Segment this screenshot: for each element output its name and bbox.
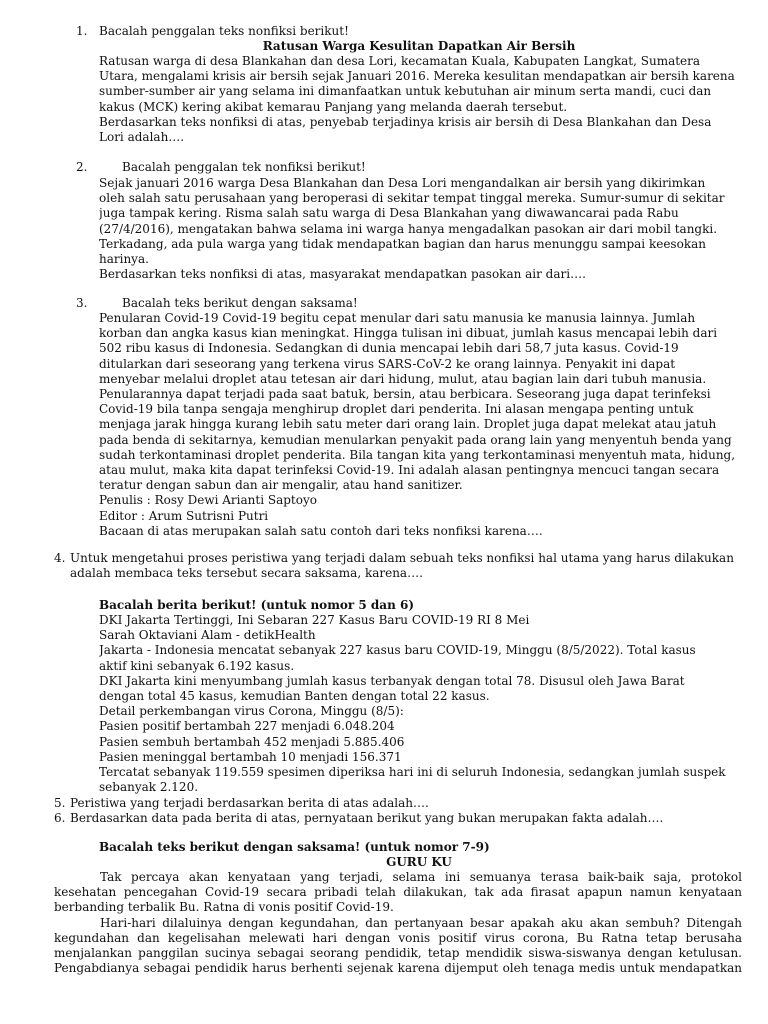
question-3-instruction: Bacalah teks berikut dengan saksama! [122, 296, 358, 310]
passage-line: Sejak januari 2016 warga Desa Blankahan dan Desa Lori mengandalkan air bersih yang dikirimkan [99, 176, 706, 190]
story-line: menjalankan panggilan sucinya sebagai seorang pendidik, tetap mendidik siswa-siswanya dengan ketulusan. [54, 946, 742, 961]
news-line: sebanyak 2.120. [99, 780, 199, 795]
question-6-text: Berdasarkan data pada berita di atas, pernyataan berikut yang bukan merupakan fakta adalah…. [70, 811, 664, 825]
question-line: Berdasarkan teks nonfiksi di atas, masyarakat mendapatkan pasokan air dari…. [99, 267, 586, 282]
passage-line: juga tampak kering. Risma salah satu warga di Desa Blankahan yang diwawancarai pada Rabu [99, 206, 679, 221]
question-5-text: Peristiwa yang terjadi berdasarkan berita di atas adalah…. [70, 796, 429, 810]
question-1-passage [99, 54, 739, 145]
passage-line: atau mulut, maka kita dapat terinfeksi Covid-19. Ini adalah alasan pentingnya mencuci tangan secara [99, 463, 720, 478]
passage-line: sudah terkontaminasi droplet penderita. Bila tangan kita yang terkontaminasi menyentuh mata, hidung, [99, 447, 736, 462]
question-2-number: 2. [76, 160, 88, 174]
passage-line: ditularkan dari seseorang yang terkena virus SARS-CoV-2 ke orang lainnya. Penyakit ini dapat [99, 356, 676, 371]
news-line: aktif kini sebanyak 6.192 kasus. [99, 658, 295, 673]
story-title: GURU KU [386, 855, 452, 869]
passage-line: oleh salah satu perusahaan yang beroperasi di sekitar tempat tinggal mereka. Sumur-sumur di sekitar [99, 191, 725, 206]
passage-line: kakus (MCK) kering akibat kemarau Panjang yang melanda daerah tersebut. [99, 99, 568, 114]
question-1-instruction: Bacalah penggalan teks nonfiksi berikut! [99, 24, 349, 38]
question-1-number: 1. [76, 24, 88, 38]
passage-line: 502 ribu kasus di Indonesia. Sedangkan di dunia mencapai lebih dari 58,7 juta kasus. Covid-19 [99, 341, 679, 356]
passage-line: harinya. [99, 252, 149, 267]
news-line: Pasien sembuh bertambah 452 menjadi 5.885.406 [99, 734, 405, 749]
story-line: kesehatan pencegahan Covid-19 secara pribadi telah dilakukan, tak ada firasat apapun namun kenyataan [54, 885, 742, 900]
editor-line: Editor : Arum Sutrisni Putri [99, 508, 269, 523]
story-line: Tak percaya akan kenyataan yang terjadi, selama ini semuanya terasa baik-baik saja, protokol [100, 870, 742, 884]
story-passage [54, 870, 742, 976]
passage-line: menjaga jarak hingga kurang lebih satu meter dari orang lain. Droplet juga dapat melekat atau jatuh [99, 417, 717, 432]
news-passage [99, 613, 739, 795]
news-line: DKI Jakarta kini menyumbang jumlah kasus terbanyak dengan total 78. Disusul oleh Jawa Barat [99, 673, 685, 688]
news-line: Sarah Oktaviani Alam - detikHealth [99, 628, 316, 643]
news-line: dengan total 45 kasus, kemudian Banten dengan total 22 kasus. [99, 689, 490, 704]
question-line: Untuk mengetahui proses peristiwa yang terjadi dalam sebuah teks nonfiksi hal utama yang harus dilakukan [70, 551, 734, 565]
passage-line: korban dan angka kasus kian meningkat. Hingga tulisan ini dibuat, jumlah kasus mencapai lebih dari [99, 326, 718, 341]
passage-line: Penularannya dapat terjadi pada saat batuk, bersin, atau berbicara. Seseorang juga dapat terinfeksi [99, 387, 711, 402]
story-line: Pengabdianya sebagai pendidik harus berhenti sejenak karena dijemput oleh tenaga medis untuk mendapatkan [54, 961, 742, 976]
question-3-passage [99, 311, 739, 539]
story-line: berbanding terbalik Bu. Ratna di vonis positif Covid-19. [54, 900, 394, 915]
question-6-number: 6. [54, 811, 66, 825]
news-line: Pasien meninggal bertambah 10 menjadi 156.371 [99, 749, 402, 764]
author-line: Penulis : Rosy Dewi Arianti Saptoyo [99, 493, 317, 508]
question-3-number: 3. [76, 296, 88, 310]
passage-line: menyebar melalui droplet atau tetesan air dari hidung, mulut, atau bagian lain dari tubuh manusia. [99, 371, 707, 386]
passage-line: Terkadang, ada pula warga yang tidak mendapatkan bagian dan harus menunggu sampai keesokan [99, 236, 706, 251]
passage-line: Penularan Covid-19 Covid-19 begitu cepat menular dari satu manusia ke manusia lainnya. Jumlah [99, 311, 696, 325]
question-line: Berdasarkan teks nonfiksi di atas, penyebab terjadinya krisis air bersih di Desa Blankahan dan Desa [99, 114, 712, 129]
news-line: Pasien positif bertambah 227 menjadi 6.048.204 [99, 719, 395, 734]
question-2-instruction: Bacalah penggalan tek nonfiksi berikut! [122, 160, 366, 174]
news-line: Tercatat sebanyak 119.559 spesimen diperiksa hari ini di seluruh Indonesia, sedangkan jumlah suspek [99, 765, 726, 780]
question-2-passage [99, 176, 739, 282]
question-line: adalah membaca teks tersebut secara saksama, karena…. [70, 566, 423, 581]
news-line: DKI Jakarta Tertinggi, Ini Sebaran 227 Kasus Baru COVID-19 RI 8 Mei [99, 613, 530, 627]
passage-line: (27/4/2016), mengatakan bahwa selama ini warga hanya mengadalkan pasokan air dari mobil tangki. [99, 221, 718, 236]
passage-line: sumber-sumber air yang selama ini dimanfaatkan untuk kebutuhan air minum serta mandi, cuci dan [99, 84, 712, 99]
passage-line: pada benda di sekitarnya, kemudian menularkan penyakit pada orang lain yang menyentuh benda yang [99, 432, 732, 447]
question-line: Lori adalah…. [99, 130, 185, 145]
passage-line: Ratusan warga di desa Blankahan dan desa Lori, kecamatan Kuala, Kabupaten Langkat, Sumatera [99, 54, 701, 68]
question-4-number: 4. [54, 551, 66, 565]
story-line: Hari-hari dilaluinya dengan kegundahan, dan pertanyaan besar apakah aku akan sembuh? Ditengah [100, 915, 742, 930]
news-line: Jakarta - Indonesia mencatat sebanyak 227 kasus baru COVID-19, Minggu (8/5/2022). Total kasus [99, 643, 696, 658]
news-line: Detail perkembangan virus Corona, Minggu (8/5): [99, 704, 404, 719]
passage-line: Covid-19 bila tanpa sengaja menghirup droplet dari penderita. Ini alasan mengapa penting untuk [99, 402, 694, 417]
story-heading: Bacalah teks berikut dengan saksama! (untuk nomor 7-9) [99, 840, 490, 854]
question-5-number: 5. [54, 796, 66, 810]
question-4-text [70, 551, 742, 581]
passage-line: Utara, mengalami krisis air bersih sejak Januari 2016. Mereka kesulitan mendapatkan air bersih karena [99, 69, 735, 84]
question-line: Bacaan di atas merupakan salah satu contoh dari teks nonfiksi karena…. [99, 523, 543, 538]
news-heading: Bacalah berita berikut! (untuk nomor 5 dan 6) [99, 598, 415, 612]
story-line: kegundahan dan kegelisahan melewati hari dengan vonis positif virus corona, Bu Ratna tetap berusaha [54, 930, 742, 945]
passage-line: teratur dengan sabun dan air mengalir, atau hand sanitizer. [99, 478, 463, 493]
question-1-title: Ratusan Warga Kesulitan Dapatkan Air Bersih [262, 39, 576, 53]
